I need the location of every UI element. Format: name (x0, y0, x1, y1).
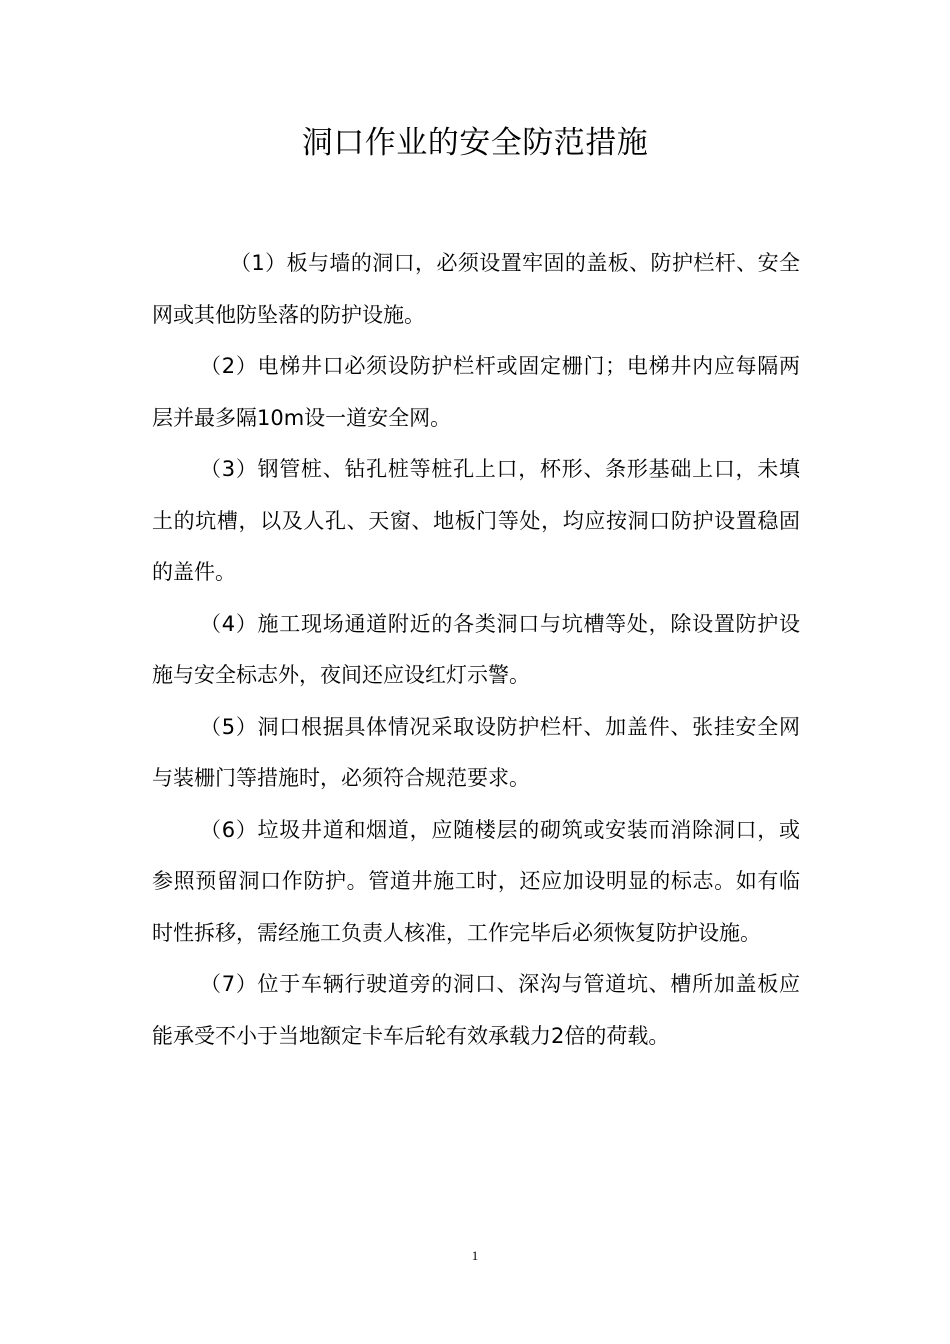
paragraph-3: （3）钢管桩、钻孔桩等桩孔上口，杯形、条形基础上口，未填土的坑槽，以及人孔、天窗、地板门等处，均应按洞口防护设置稳固的盖件。 (152, 457, 800, 584)
paragraph-5: （5）洞口根据具体情况采取设防护栏杆、加盖件、张挂安全网与装栅门等措施时，必须符合规范要求。 (152, 714, 800, 790)
paragraph-4: （4）施工现场通道附近的各类洞口与坑槽等处，除设置防护设施与安全标志外，夜间还应设红灯示警。 (152, 611, 800, 687)
page-number: 1 (471, 1248, 479, 1263)
paragraph-2: （2）电梯井口必须设防护栏杆或固定栅门；电梯井内应每隔两层并最多隔10m设一道安全网。 (152, 354, 800, 430)
document-title: 洞口作业的安全防范措施 (301, 125, 649, 161)
paragraph-1: （1）板与墙的洞口，必须设置牢固的盖板、防护栏杆、安全网或其他防坠落的防护设施。 (152, 251, 800, 327)
paragraph-6: （6）垃圾井道和烟道，应随楼层的砌筑或安装而消除洞口，或参照预留洞口作防护。管道井施工时，还应加设明显的标志。如有临时性拆移，需经施工负责人核准，工作完毕后必须恢复防护设施。 (152, 817, 800, 945)
paragraph-7: （7）位于车辆行驶道旁的洞口、深沟与管道坑、槽所加盖板应能承受不小于当地额定卡车后轮有效承载力2倍的荷载。 (152, 972, 800, 1048)
document-body (152, 238, 800, 1062)
